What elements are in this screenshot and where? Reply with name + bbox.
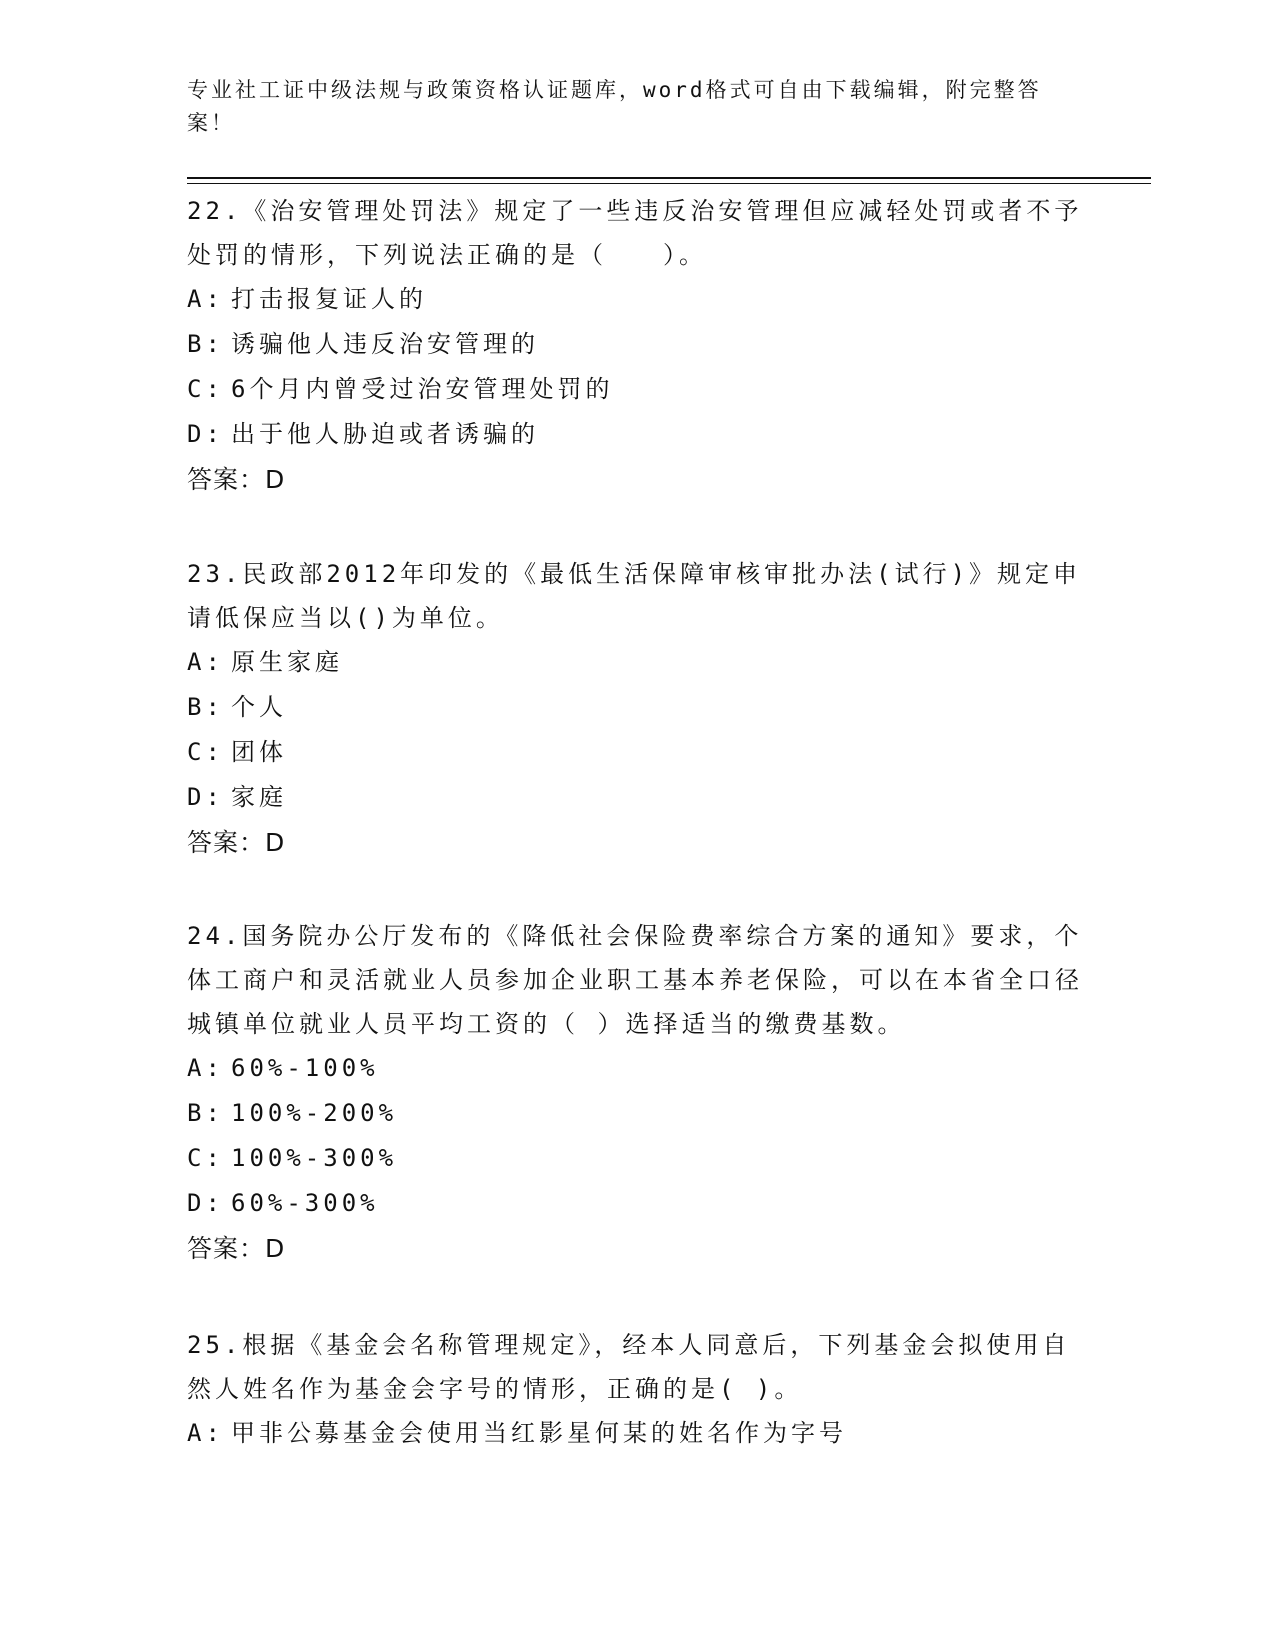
answer-line: 答案：D — [187, 1234, 286, 1263]
option-text: 100%-200% — [231, 1099, 398, 1127]
option-c — [187, 730, 1087, 775]
option-text: 家庭 — [231, 783, 287, 811]
option-b — [187, 685, 1087, 730]
option-key: D: — [187, 1189, 224, 1217]
option-text: 100%-300% — [231, 1144, 398, 1172]
option-c — [187, 1136, 1087, 1181]
option-key: A: — [187, 285, 224, 313]
question-24 — [187, 914, 1087, 1272]
option-key: A: — [187, 1419, 224, 1447]
option-text: 个人 — [231, 693, 287, 721]
option-a — [187, 277, 1087, 322]
option-text: 60%-300% — [231, 1189, 379, 1217]
header-divider-thin — [187, 183, 1151, 184]
question-stem: 23.民政部2012年印发的《最低生活保障审核审批办法(试行)》规定申请低保应当以()为单位。 — [187, 560, 1082, 632]
option-text: 原生家庭 — [231, 648, 343, 676]
question-stem: 24.国务院办公厅发布的《降低社会保险费率综合方案的通知》要求，个体工商户和灵活就业人员参加企业职工基本养老保险，可以在本省全口径城镇单位就业人员平均工资的（ ）选择适当的缴费基数。 — [187, 922, 1083, 1038]
option-key: B: — [187, 693, 224, 721]
option-key: B: — [187, 330, 224, 358]
option-key: C: — [187, 738, 224, 766]
question-23 — [187, 552, 1087, 866]
option-text: 打击报复证人的 — [231, 285, 427, 313]
option-c — [187, 367, 1087, 412]
option-text: 60%-100% — [231, 1054, 379, 1082]
option-key: C: — [187, 1144, 224, 1172]
option-b — [187, 322, 1087, 367]
option-a — [187, 640, 1087, 685]
answer-line: 答案：D — [187, 465, 286, 494]
header-divider-thick — [187, 177, 1151, 179]
option-d — [187, 412, 1087, 457]
option-text: 团体 — [231, 738, 287, 766]
option-text: 诱骗他人违反治安管理的 — [231, 330, 539, 358]
question-stem: 25.根据《基金会名称管理规定》，经本人同意后，下列基金会拟使用自然人姓名作为基金会字号的情形，正确的是( )。 — [187, 1331, 1071, 1403]
answer-line: 答案：D — [187, 828, 286, 857]
option-text: 6个月内曾受过治安管理处罚的 — [231, 375, 614, 403]
option-b — [187, 1091, 1087, 1136]
option-key: C: — [187, 375, 224, 403]
option-text: 甲非公募基金会使用当红影星何某的姓名作为字号 — [231, 1419, 847, 1447]
option-key: A: — [187, 1054, 224, 1082]
option-text: 出于他人胁迫或者诱骗的 — [231, 420, 539, 448]
option-key: B: — [187, 1099, 224, 1127]
document-header: 专业社工证中级法规与政策资格认证题库，word格式可自由下载编辑，附完整答案！ — [187, 78, 1042, 135]
question-22 — [187, 189, 1087, 503]
option-a — [187, 1046, 1087, 1091]
option-key: D: — [187, 783, 224, 811]
option-d — [187, 1181, 1087, 1226]
question-25 — [187, 1323, 1087, 1456]
option-key: D: — [187, 420, 224, 448]
option-key: A: — [187, 648, 224, 676]
question-stem: 22.《治安管理处罚法》规定了一些违反治安管理但应减轻处罚或者不予处罚的情形，下列说法正确的是（ ）。 — [187, 197, 1083, 269]
option-d — [187, 775, 1087, 820]
option-a — [187, 1411, 1087, 1456]
